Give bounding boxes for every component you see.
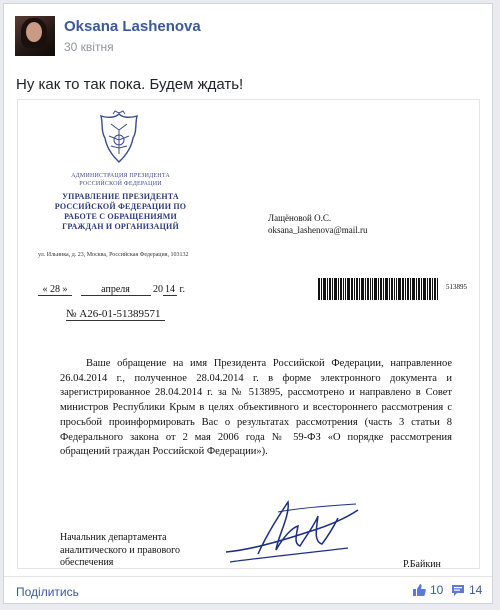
share-link[interactable]: Поділитись bbox=[16, 585, 79, 599]
recipient-name: Лащёновой О.С. bbox=[268, 213, 332, 223]
comment-count: 14 bbox=[469, 583, 483, 597]
thumbs-up-icon bbox=[412, 583, 426, 597]
coat-of-arms-icon bbox=[93, 110, 145, 166]
author-name[interactable]: Oksana Lashenova bbox=[64, 18, 201, 35]
barcode-icon bbox=[318, 278, 438, 300]
letter-number: № А26-01-51389571 bbox=[66, 308, 165, 321]
post-date[interactable]: 30 квітня bbox=[64, 40, 114, 54]
date-day: « 28 » bbox=[38, 284, 72, 296]
org-main-title: УПРАВЛЕНИЕ ПРЕЗИДЕНТА РОССИЙСКОЙ ФЕДЕРАЦИИ ПО РАБОТЕ С ОБРАЩЕНИЯМИ ГРАЖДАН И ОРГАНИЗАЦИЙ bbox=[54, 192, 187, 231]
signature-icon bbox=[218, 492, 368, 570]
date-year-prefix: 20 bbox=[153, 284, 163, 295]
date-suffix: г. bbox=[179, 284, 185, 295]
like-count: 10 bbox=[430, 583, 444, 597]
org-address: ул. Ильинка, д. 23, Москва, Российская Федерация, 103132 bbox=[38, 252, 189, 258]
org-header: АДМИНИСТРАЦИЯ ПРЕЗИДЕНТА РОССИЙСКОЙ ФЕДЕРАЦИИ bbox=[71, 173, 170, 187]
comment-icon bbox=[451, 583, 465, 597]
like-count-button[interactable] bbox=[412, 583, 443, 597]
comment-count-button[interactable] bbox=[451, 583, 482, 597]
recipient-block bbox=[268, 212, 368, 236]
barcode-number: 513895 bbox=[446, 283, 467, 291]
letter-body: Ваше обращение на имя Президента Российской Федерации, направленное 26.04.2014 г., полученное 28.04.2014 г. в форме электронного документа и зарегистрированное 28.04.2014 г. за № 513895, рассмотрено и направлено в Совет министров Республики Крым в целях объективного и всестороннего рассмотрения с просьбой проинформировать Вас о результатах рассмотрения (часть 3 статьи 8 Федерального закона от 2 мая 2006 года № 59-ФЗ «О порядке рассмотрения обращений граждан Российской Федерации»). bbox=[60, 358, 452, 458]
letter-image[interactable] bbox=[17, 99, 480, 569]
date-year-suffix: 14 bbox=[165, 284, 175, 295]
post-card bbox=[3, 3, 493, 604]
letter-date bbox=[38, 284, 185, 296]
post-footer bbox=[4, 576, 492, 605]
recipient-email: oksana_lashenova@mail.ru bbox=[268, 225, 368, 235]
signer-name: Р.Байкин bbox=[403, 559, 441, 570]
post-text: Ну как то так пока. Будем ждать! bbox=[16, 76, 244, 93]
signature-title: Начальник департамента аналитического и правового обеспечения bbox=[60, 532, 181, 568]
author-avatar[interactable] bbox=[15, 16, 55, 56]
date-month: апреля bbox=[81, 284, 151, 296]
avatar-face bbox=[26, 22, 42, 42]
